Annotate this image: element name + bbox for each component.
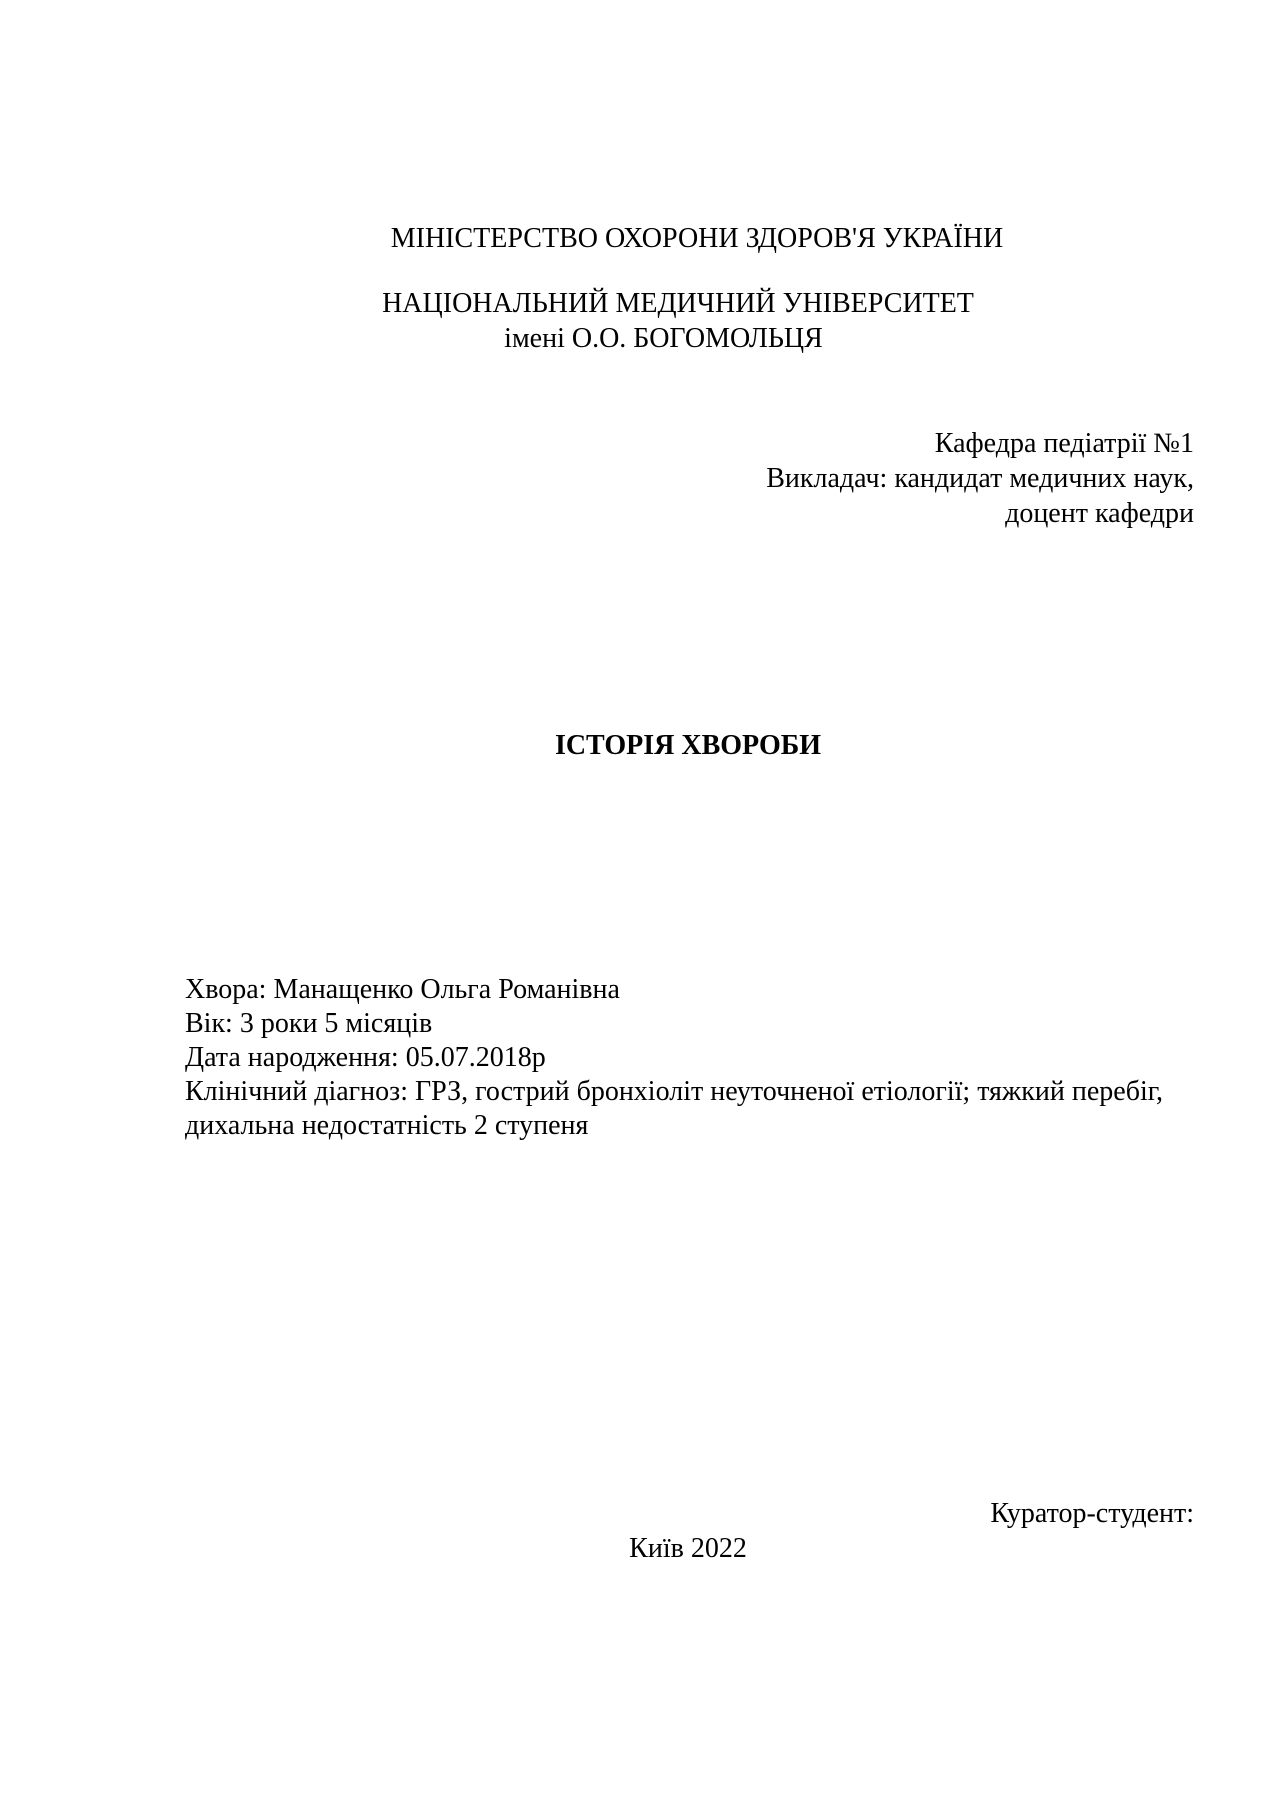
patient-name: Хвора: Манащенко Ольга Романівна — [185, 974, 620, 1005]
patient-info — [185, 973, 1195, 1143]
patient-age: Вік: 3 роки 5 місяців — [185, 1008, 433, 1039]
ministry-heading: МІНІСТЕРСТВО ОХОРОНИ ЗДОРОВ'Я УКРАЇНИ — [390, 223, 1004, 254]
teacher-degree: Викладач: кандидат медичних наук, — [766, 463, 1194, 494]
document-title: ІСТОРІЯ ХВОРОБИ — [554, 730, 822, 761]
curator-student-label: Куратор-студент: — [990, 1498, 1194, 1529]
department-name: Кафедра педіатрії №1 — [934, 428, 1194, 459]
patient-birth-date: Дата народження: 05.07.2018р — [185, 1042, 546, 1073]
university-named-after: імені О.О. БОГОМОЛЬЦЯ — [504, 323, 823, 354]
teacher-position: доцент кафедри — [1005, 498, 1194, 529]
city-year: Київ 2022 — [629, 1533, 747, 1564]
clinical-diagnosis: Клінічний діагноз: ГРЗ, гострий бронхіоліт неуточненої етіології; тяжкий перебіг, дихальна недостатність 2 ступеня — [185, 1076, 1164, 1141]
university-name: НАЦІОНАЛЬНИЙ МЕДИЧНИЙ УНІВЕРСИТЕТ — [382, 288, 974, 319]
